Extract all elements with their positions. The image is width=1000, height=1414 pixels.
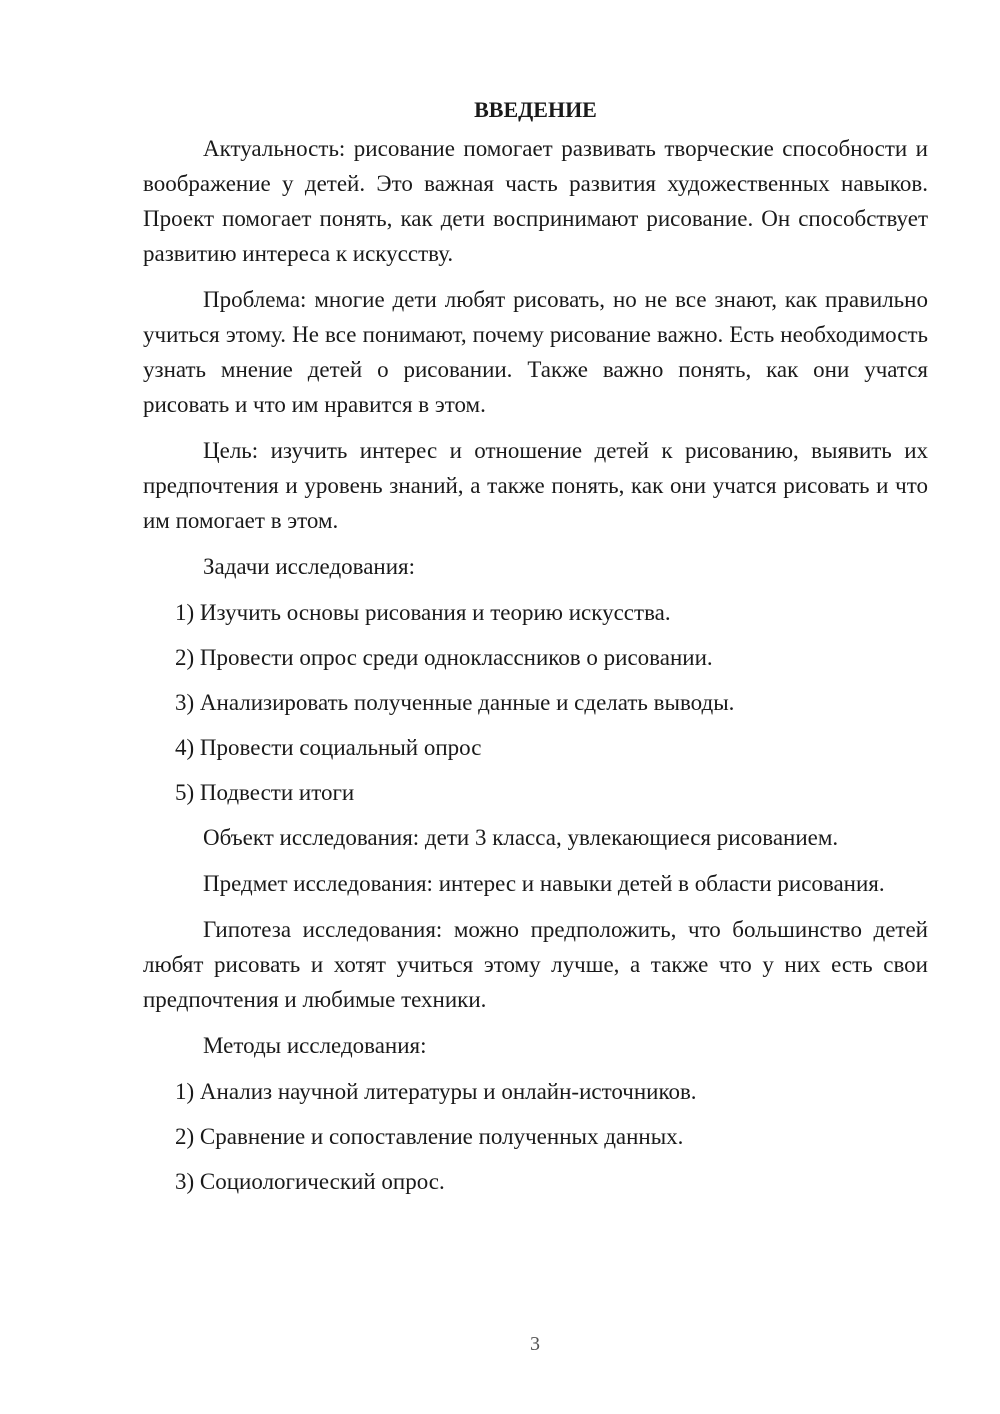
goal-paragraph: Цель: изучить интерес и отношение детей к рисованию, выявить их предпочтения и уровень знаний, а также понять, как они учатся рисовать и что им помогает в этом. (143, 438, 928, 533)
object-paragraph: Объект исследования: дети 3 класса, увлекающиеся рисованием. (203, 825, 839, 850)
page-number: 3 (530, 1333, 540, 1355)
method-item: 3) Социологический опрос. (175, 1169, 445, 1194)
relevance-paragraph: Актуальность: рисование помогает развивать творческие способности и воображение у детей. Это важная часть развития художественных навыков. Проект помогает понять, как дети воспринимают рисование. Он способствует развитию интереса к искусству. (143, 136, 928, 266)
method-item: 2) Сравнение и сопоставление полученных данных. (175, 1124, 684, 1149)
task-item: 3) Анализировать полученные данные и сделать выводы. (175, 690, 735, 715)
task-item: 5) Подвести итоги (175, 780, 355, 805)
task-item: 2) Провести опрос среди одноклассников о рисовании. (175, 645, 713, 670)
section-title: ВВЕДЕНИЕ (474, 97, 597, 122)
hypothesis-paragraph: Гипотеза исследования: можно предположить, что большинство детей любят рисовать и хотят учиться этому лучше, а также что у них есть свои предпочтения и любимые техники. (143, 917, 928, 1012)
tasks-heading: Задачи исследования: (203, 554, 416, 579)
task-item: 4) Провести социальный опрос (175, 735, 482, 760)
subject-paragraph: Предмет исследования: интерес и навыки детей в области рисования. (203, 871, 885, 896)
task-item: 1) Изучить основы рисования и теорию искусства. (175, 600, 671, 625)
problem-paragraph: Проблема: многие дети любят рисовать, но не все знают, как правильно учиться этому. Не все понимают, почему рисование важно. Есть необходимость узнать мнение детей о рисовании. Также важно понять, как они учатся рисовать и что им нравится в этом. (143, 287, 928, 417)
page-content (143, 92, 928, 1209)
methods-heading: Методы исследования: (203, 1033, 427, 1058)
method-item: 1) Анализ научной литературы и онлайн-источников. (175, 1079, 697, 1104)
